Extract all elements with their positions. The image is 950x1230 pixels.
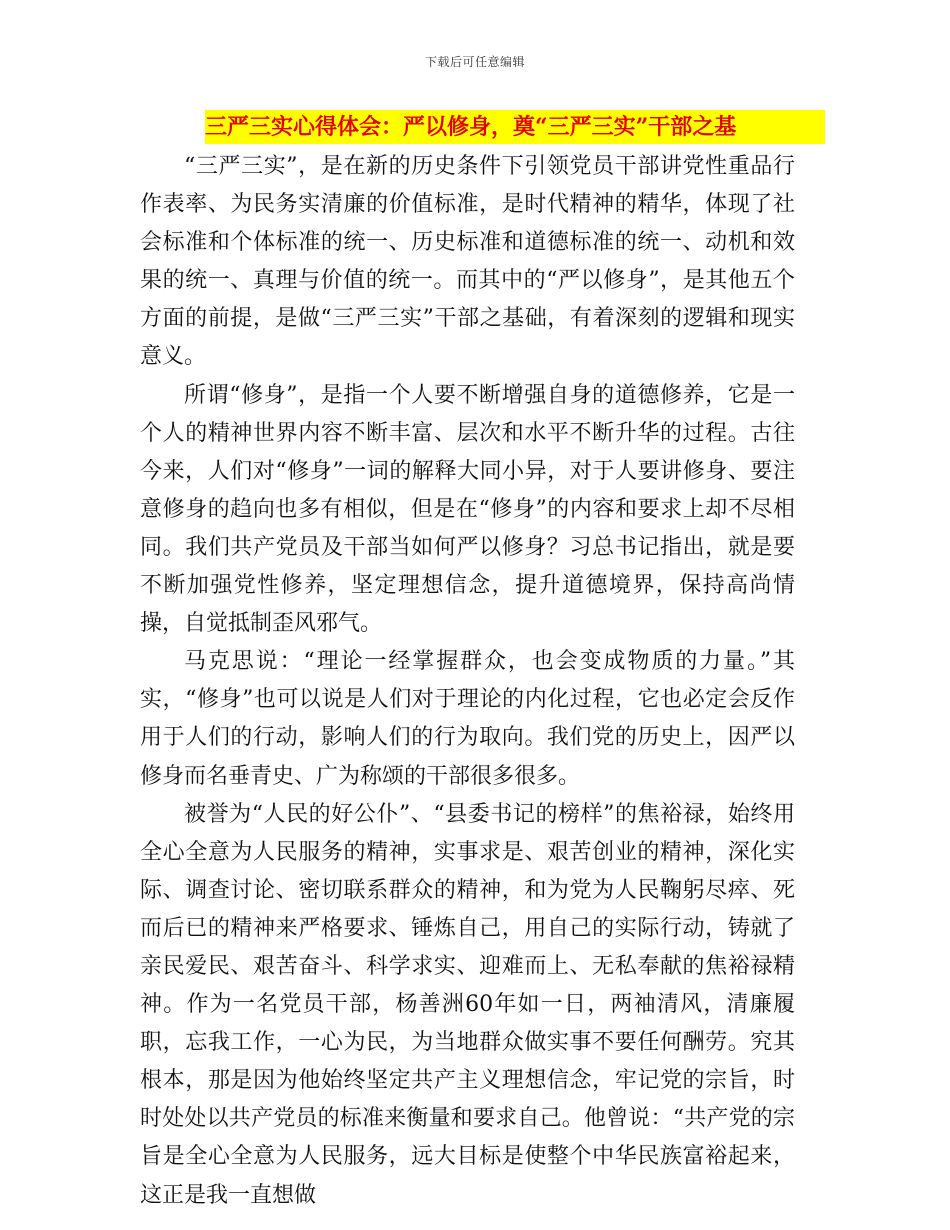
paragraph-3: 马克思说：“理论一经掌握群众，也会变成物质的力量。”其实，“修身”也可以说是人们对于理论的内化过程，它也必定会反作用于人们的行动，影响人们的行为取向。我们党的历史上，因严以修身而名垂青史、广为称颂的干部很多很多。 bbox=[140, 649, 795, 789]
document-body bbox=[140, 148, 795, 1215]
paragraph-1: “三严三实”，是在新的历史条件下引领党员干部讲党性重品行作表率、为民务实清廉的价值标准，是时代精神的精华，体现了社会标准和个体标准的统一、历史标准和道德标准的统一、动机和效果的统一、真理与价值的统一。而其中的“严以修身”，是其他五个方面的前提，是做“三严三实”干部之基础，有着深刻的逻辑和现实意义。 bbox=[140, 154, 795, 370]
header-note: 下载后可任意编辑 bbox=[424, 55, 525, 69]
paragraph-2: 所谓“修身”，是指一个人要不断增强自身的道德修养，它是一个人的精神世界内容不断丰富、层次和水平不断升华的过程。古往今来，人们对“修身”一词的解释大同小异，对于人要讲修身、要注意修身的趋向也多有相似，但是在“修身”的内容和要求上却不尽相同。我们共产党员及干部当如何严以修身？习总书记指出，就是要不断加强党性修养，坚定理想信念，提升道德境界，保持高尚情操，自觉抵制歪风邪气。 bbox=[140, 382, 795, 637]
paragraph-4: 被誉为“人民的好公仆”、“县委书记的榜样”的焦裕禄，始终用全心全意为人民服务的精神，实事求是、艰苦创业的精神，深化实际、调查讨论、密切联系群众的精神，和为党为人民鞠躬尽瘁、死而后已的精神来严格要求、锤炼自己，用自己的实际行动，铸就了亲民爱民、艰苦奋斗、科学求实、迎难而上、无私奉献的焦裕禄精神。作为一名党员干部，杨善洲60年如一日，两袖清风，清廉履职，忘我工作，一心为民，为当地群众做实事不要任何酬劳。究其根本，那是因为他始终坚定共产主义理想信念，牢记党的宗旨，时时处处以共产党员的标准来衡量和要求自己。他曾说：“共产党的宗旨是全心全意为人民服务，远大目标是使整个中华民族富裕起来，这正是我一直想做 bbox=[140, 801, 795, 1208]
document-title: 三严三实心得体会：严以修身，奠“三严三实”干部之基 bbox=[205, 110, 825, 144]
